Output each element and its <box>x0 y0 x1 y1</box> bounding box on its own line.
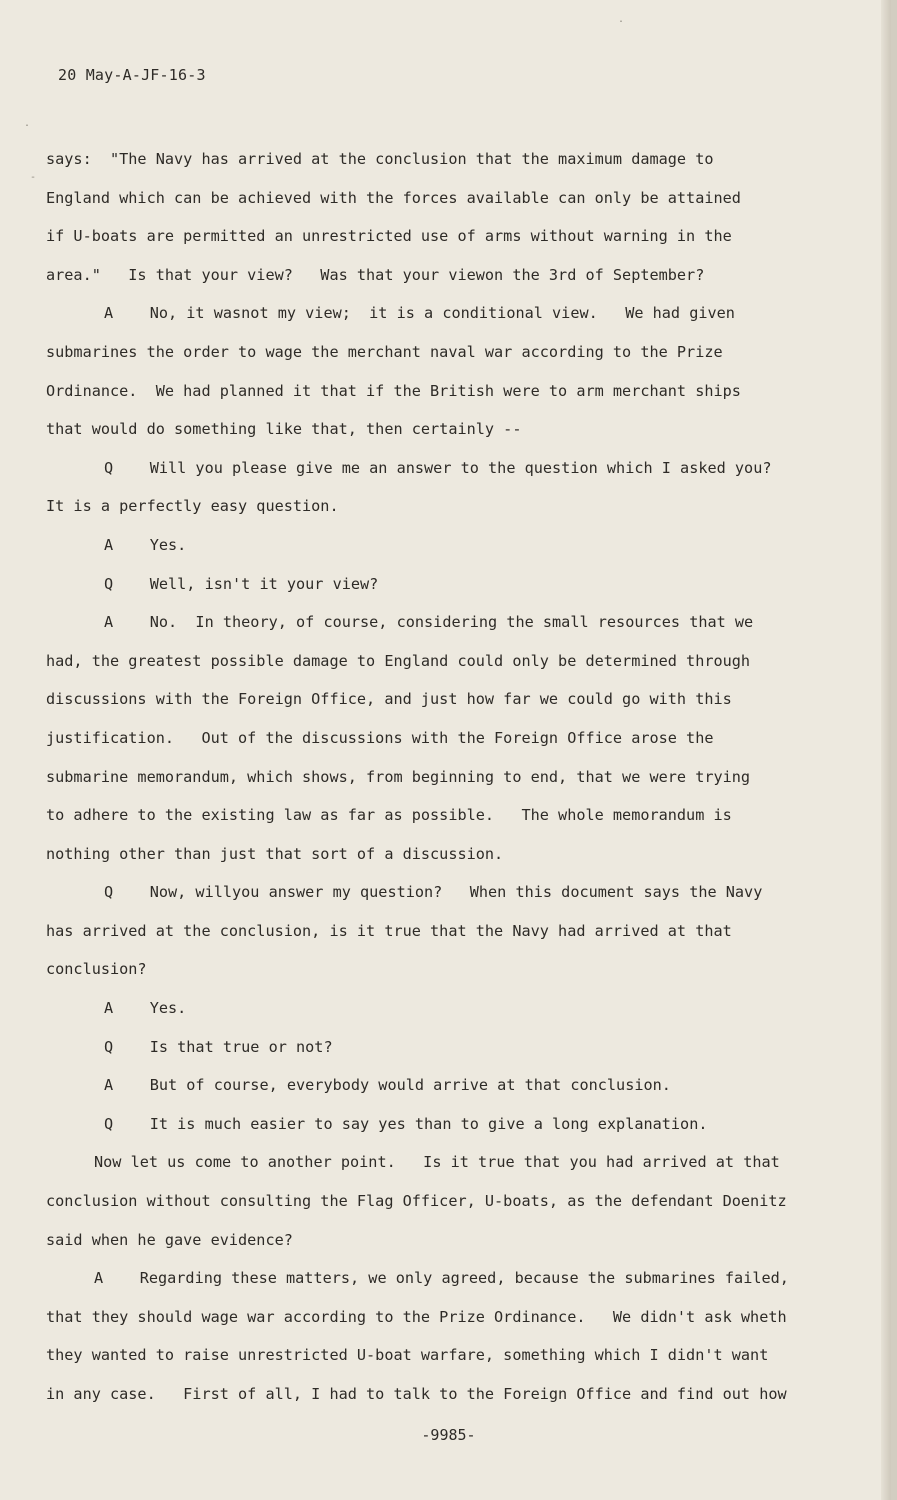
transcript-line: A Regarding these matters, we only agreed, because the submarines failed, <box>94 1269 789 1288</box>
transcript-line: had, the greatest possible damage to England could only be determined through <box>46 651 751 670</box>
transcript-line: they wanted to raise unrestricted U-boat warfare, something which I didn't want <box>46 1346 769 1365</box>
stray-mark: . <box>24 118 31 129</box>
transcript-line: Q Is that true or not? <box>104 1037 333 1056</box>
transcript-line: A Yes. <box>104 535 187 554</box>
transcript-line: has arrived at the conclusion, is it true that the Navy had arrived at that <box>46 921 732 940</box>
stray-mark: . <box>618 14 625 25</box>
transcript-line: Q It is much easier to say yes than to give a long explanation. <box>104 1114 708 1133</box>
page-number: -9985- <box>421 1426 476 1444</box>
transcript-line: Q Will you please give me an answer to the question which I asked you? <box>104 458 772 477</box>
transcript-line: England which can be achieved with the forces available can only be attained <box>46 188 741 207</box>
transcript-line: area." Is that your view? Was that your viewon the 3rd of September? <box>46 265 705 284</box>
transcript-line: Q Well, isn't it your view? <box>104 574 379 593</box>
transcript-line: submarines the order to wage the merchant naval war according to the Prize <box>46 342 723 361</box>
transcript-line: if U-boats are permitted an unrestricted use of arms without warning in the <box>46 227 732 246</box>
transcript-line: that they should wage war according to the Prize Ordinance. We didn't ask wheth <box>46 1307 787 1326</box>
transcript-line: says: "The Navy has arrived at the conclusion that the maximum damage to <box>46 150 714 168</box>
transcript-line: Q Now, willyou answer my question? When this document says the Navy <box>104 883 763 902</box>
transcript-body <box>46 140 836 1414</box>
transcript-line: Now let us come to another point. Is it true that you had arrived at that <box>94 1153 780 1172</box>
transcript-line: Ordinance. We had planned it that if the British were to arm merchant ships <box>46 381 741 400</box>
transcript-line: A Yes. <box>104 999 187 1018</box>
transcript-line: It is a perfectly easy question. <box>46 497 339 516</box>
transcript-line: submarine memorandum, which shows, from beginning to end, that we were trying <box>46 767 751 786</box>
page-edge <box>881 0 891 1500</box>
transcript-line: A But of course, everybody would arrive at that conclusion. <box>104 1076 671 1095</box>
transcript-line: to adhere to the existing law as far as possible. The whole memorandum is <box>46 806 732 825</box>
transcript-line: in any case. First of all, I had to talk to the Foreign Office and find out how <box>46 1385 787 1403</box>
stray-mark: - <box>30 172 37 183</box>
document-header: 20 May-A-JF-16-3 <box>58 66 206 84</box>
transcript-line: discussions with the Foreign Office, and just how far we could go with this <box>46 690 732 709</box>
transcript-line: that would do something like that, then certainly -- <box>46 420 522 439</box>
transcript-line: conclusion without consulting the Flag Officer, U-boats, as the defendant Doenitz <box>46 1192 787 1211</box>
transcript-line: said when he gave evidence? <box>46 1230 293 1249</box>
transcript-line: nothing other than just that sort of a discussion. <box>46 844 504 863</box>
transcript-line: conclusion? <box>46 960 147 979</box>
transcript-line: A No. In theory, of course, considering the small resources that we <box>104 613 754 632</box>
transcript-line: A No, it wasnot my view; it is a conditional view. We had given <box>104 304 735 323</box>
transcript-line: justification. Out of the discussions with the Foreign Office arose the <box>46 728 714 747</box>
